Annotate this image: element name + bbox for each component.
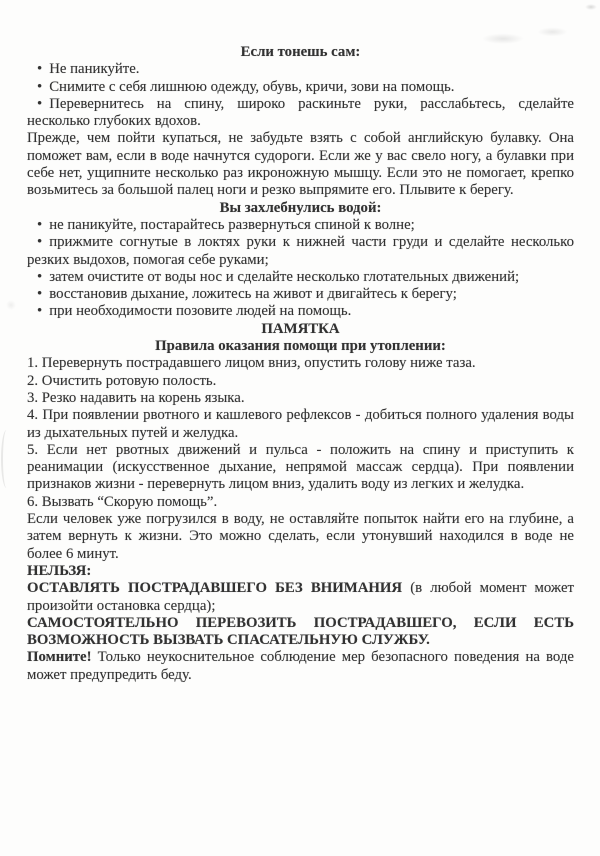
list-item [27,79,574,96]
section-heading-drowning-self: Если тонешь сам: [240,44,361,60]
list-item [27,61,574,78]
bullet-icon: • [37,268,43,285]
list-item-text: при необходимости позовите людей на помощь. [49,303,352,320]
forbidden-item-bold-text: ОСТАВЛЯТЬ ПОСТРАДАВШЕГО БЕЗ ВНИМАНИЯ [27,580,403,597]
numbered-item: 3. Резко надавить на корень языка. [27,389,245,406]
bullet-icon: • [37,78,43,95]
scan-speck [6,300,16,310]
paragraph-safety-pin: Прежде, чем пойти купаться, не забудьте взять с собой английскую булавку. Она поможет вам, если в воде начнутся судороги. Если же у вас свело ногу, а булавки при себе нет, ущипните несколько раз икроножную мышцу. Если это не помогает, крепко возьмитесь за большой палец ноги и резко выпрямите его. Плывите к берегу. [27,130,574,199]
list-item [27,303,574,320]
numbered-item: 4. При появлении рвотного и кашлевого рефлексов - добиться полного удаления воды из дыхательных путей и желудка. [27,407,574,441]
reminder-lead: Помните! [27,649,92,666]
list-item [27,286,574,303]
numbered-item: 1. Перевернуть пострадавшего лицом вниз, опустить голову ниже таза. [27,355,476,372]
list-item-text: Не паникуйте. [49,61,140,78]
reminder-paragraph [27,649,574,684]
numbered-item: 2. Очистить ротовую полость. [27,372,217,389]
list-item-text: прижмите согнутые в локтях руки к нижней части груди и сделайте несколько резких выдохов, помогая себе руками; [27,234,574,268]
list-item [27,217,574,234]
rules-heading: Правила оказания помощи при утоплении: [155,338,446,355]
numbered-item: 6. Вызвать “Скорую помощь”. [27,493,218,510]
memo-title: ПАМЯТКА [261,320,340,337]
reminder-text: Только неукоснительное соблюдение мер безопасного поведения на воде может предупредить беду. [27,649,574,683]
forbidden-item-attention [27,580,574,615]
bullet-icon: • [37,303,43,320]
bullet-icon: • [37,216,43,233]
list-item [27,234,574,269]
bullet-icon: • [37,286,43,303]
numbered-item: 5. Если нет рвотных движений и пульса - положить на спину и приступить к реанимации (искусственное дыхание, непрямой массаж сердца). При появлении признаков жизни - перевернуть лицом вниз, удалить воду из легких и желудка. [27,441,574,493]
scan-mark [1,430,12,488]
list-item-text: восстановив дыхание, ложитесь на живот и двигайтесь к берегу; [49,286,457,303]
forbidden-item-note: (в любой момент может произойти остановка сердца); [27,580,574,614]
forbidden-item-transport: САМОСТОЯТЕЛЬНО ПЕРЕВОЗИТЬ ПОСТРАДАВШЕГО, ЕСЛИ ЕСТЬ ВОЗМОЖНОСТЬ ВЫЗВАТЬ СПАСАТЕЛЬНУЮ СЛУЖБУ. [27,614,574,649]
list-item [27,96,574,131]
bullet-icon: • [37,61,43,78]
section-heading-choked: Вы захлебнулись водой: [219,199,382,216]
forbidden-heading: НЕЛЬЗЯ: [27,562,92,579]
list-item-text: Перевернитесь на спину, широко раскиньте руки, расслабьтесь, сделайте несколько глубоких вдохов. [27,95,574,130]
bullet-icon: • [37,95,43,112]
list-item-text: Снимите с себя лишнюю одежду, обувь, кричи, зови на помощь. [49,78,455,95]
list-item-text: затем очистите от воды нос и сделайте несколько глотательных движений; [49,268,520,285]
list-item [27,269,574,286]
scan-fleck [585,4,597,10]
list-item-text: не паникуйте, постарайтесь развернуться спиной к волне; [49,216,415,233]
bullet-icon: • [37,234,43,251]
paragraph-submerged: Если человек уже погрузился в воду, не оставляйте попыток найти его на глубине, а затем вернуть к жизни. Это можно сделать, если утонувший находился в воде не более 6 минут. [27,511,574,562]
